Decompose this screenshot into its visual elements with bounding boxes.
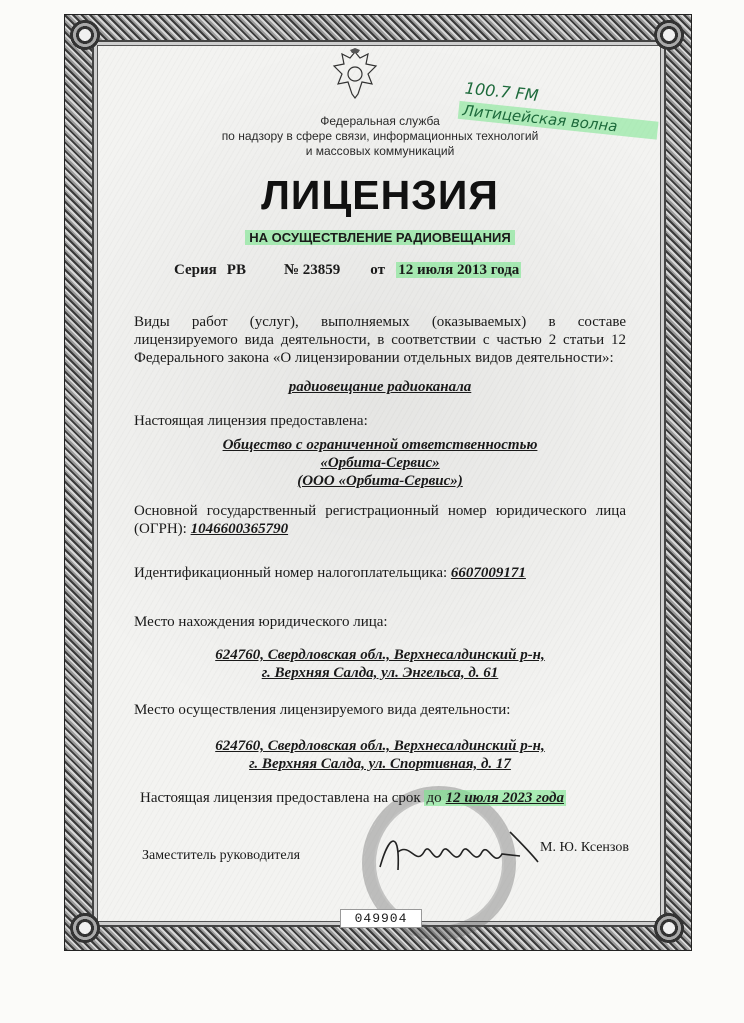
corner-ornament-icon [646, 12, 692, 58]
inn-block [134, 564, 626, 582]
address-line: 624760, Свердловская обл., Верхнесалдинский р-н, [215, 647, 545, 663]
series-label: Серия [174, 262, 217, 278]
address-line: г. Верхняя Салда, ул. Энгельса, д. 61 [261, 665, 499, 681]
subtitle-text: НА ОСУЩЕСТВЛЕНИЕ РАДИОВЕЩАНИЯ [245, 230, 515, 245]
company-name [134, 436, 626, 490]
text-line: лицензируемого вида деятельности, в соответствии с частью 2 статьи 12 [134, 332, 626, 348]
signatory-name: М. Ю. Ксензов [540, 840, 629, 855]
coat-of-arms-icon [330, 48, 380, 102]
page-title: ЛИЦЕНЗИЯ [261, 172, 499, 218]
inn-label: Идентификационный номер налогоплательщика: [134, 565, 448, 581]
ogrn-label-short: (ОГРН): [134, 521, 187, 537]
page-subtitle [180, 229, 580, 247]
works-description [134, 313, 626, 367]
number-value: 23859 [302, 262, 341, 278]
location-address [134, 646, 626, 682]
handwritten-station: Литицейская волна [458, 101, 659, 140]
series-value: РВ [226, 262, 246, 278]
form-serial-number: 049904 [340, 909, 422, 928]
signatory-position: Заместитель руководителя [142, 848, 301, 863]
term-prefix: до [426, 790, 442, 806]
number-label: № [283, 262, 300, 278]
company-line: «Орбита-Сервис» [320, 455, 440, 471]
ogrn-value: 1046600365790 [190, 521, 289, 537]
corner-ornament-icon [62, 905, 108, 951]
agency-line: Федеральная служба [320, 114, 440, 128]
date-prefix: от [370, 262, 385, 278]
location-label: Место нахождения юридического лица: [134, 614, 388, 630]
corner-ornament-icon [62, 12, 108, 58]
term-value: 12 июля 2023 года [445, 790, 564, 806]
ogrn-label: Основной государственный регистрационный номер юридического лица [134, 503, 626, 519]
activity-value: радиовещание радиоканала [288, 379, 472, 395]
issue-date: 12 июля 2013 года [398, 262, 520, 278]
term-label: Настоящая лицензия предоставлена на срок [140, 790, 421, 806]
agency-line: по надзору в сфере связи, информационных технологий [221, 129, 539, 143]
corner-ornament-icon [646, 905, 692, 951]
issuing-agency [200, 114, 560, 159]
company-line: (ООО «Орбита-Сервис») [297, 473, 463, 489]
activity-place-address [134, 737, 626, 773]
company-line: Общество с ограниченной ответственностью [222, 437, 538, 453]
text-line: Федерального закона «О лицензировании отдельных видов деятельности»: [134, 350, 614, 366]
activity-type [134, 378, 626, 396]
address-line: 624760, Свердловская обл., Верхнесалдинский р-н, [215, 738, 545, 754]
inn-value: 6607009171 [450, 565, 526, 581]
signature-icon [370, 822, 550, 882]
activity-place-label: Место осуществления лицензируемого вида деятельности: [134, 702, 511, 718]
license-series-row [174, 262, 614, 279]
granted-to-label: Настоящая лицензия предоставлена: [134, 413, 368, 429]
handwritten-frequency: 100.7 FM [463, 78, 540, 106]
agency-line: и массовых коммуникаций [305, 144, 455, 158]
ogrn-block [134, 502, 626, 538]
license-term [140, 789, 632, 807]
text-line: Виды работ (услуг), выполняемых (оказываемых) в составе [134, 314, 626, 330]
address-line: г. Верхняя Салда, ул. Спортивная, д. 17 [249, 756, 511, 772]
